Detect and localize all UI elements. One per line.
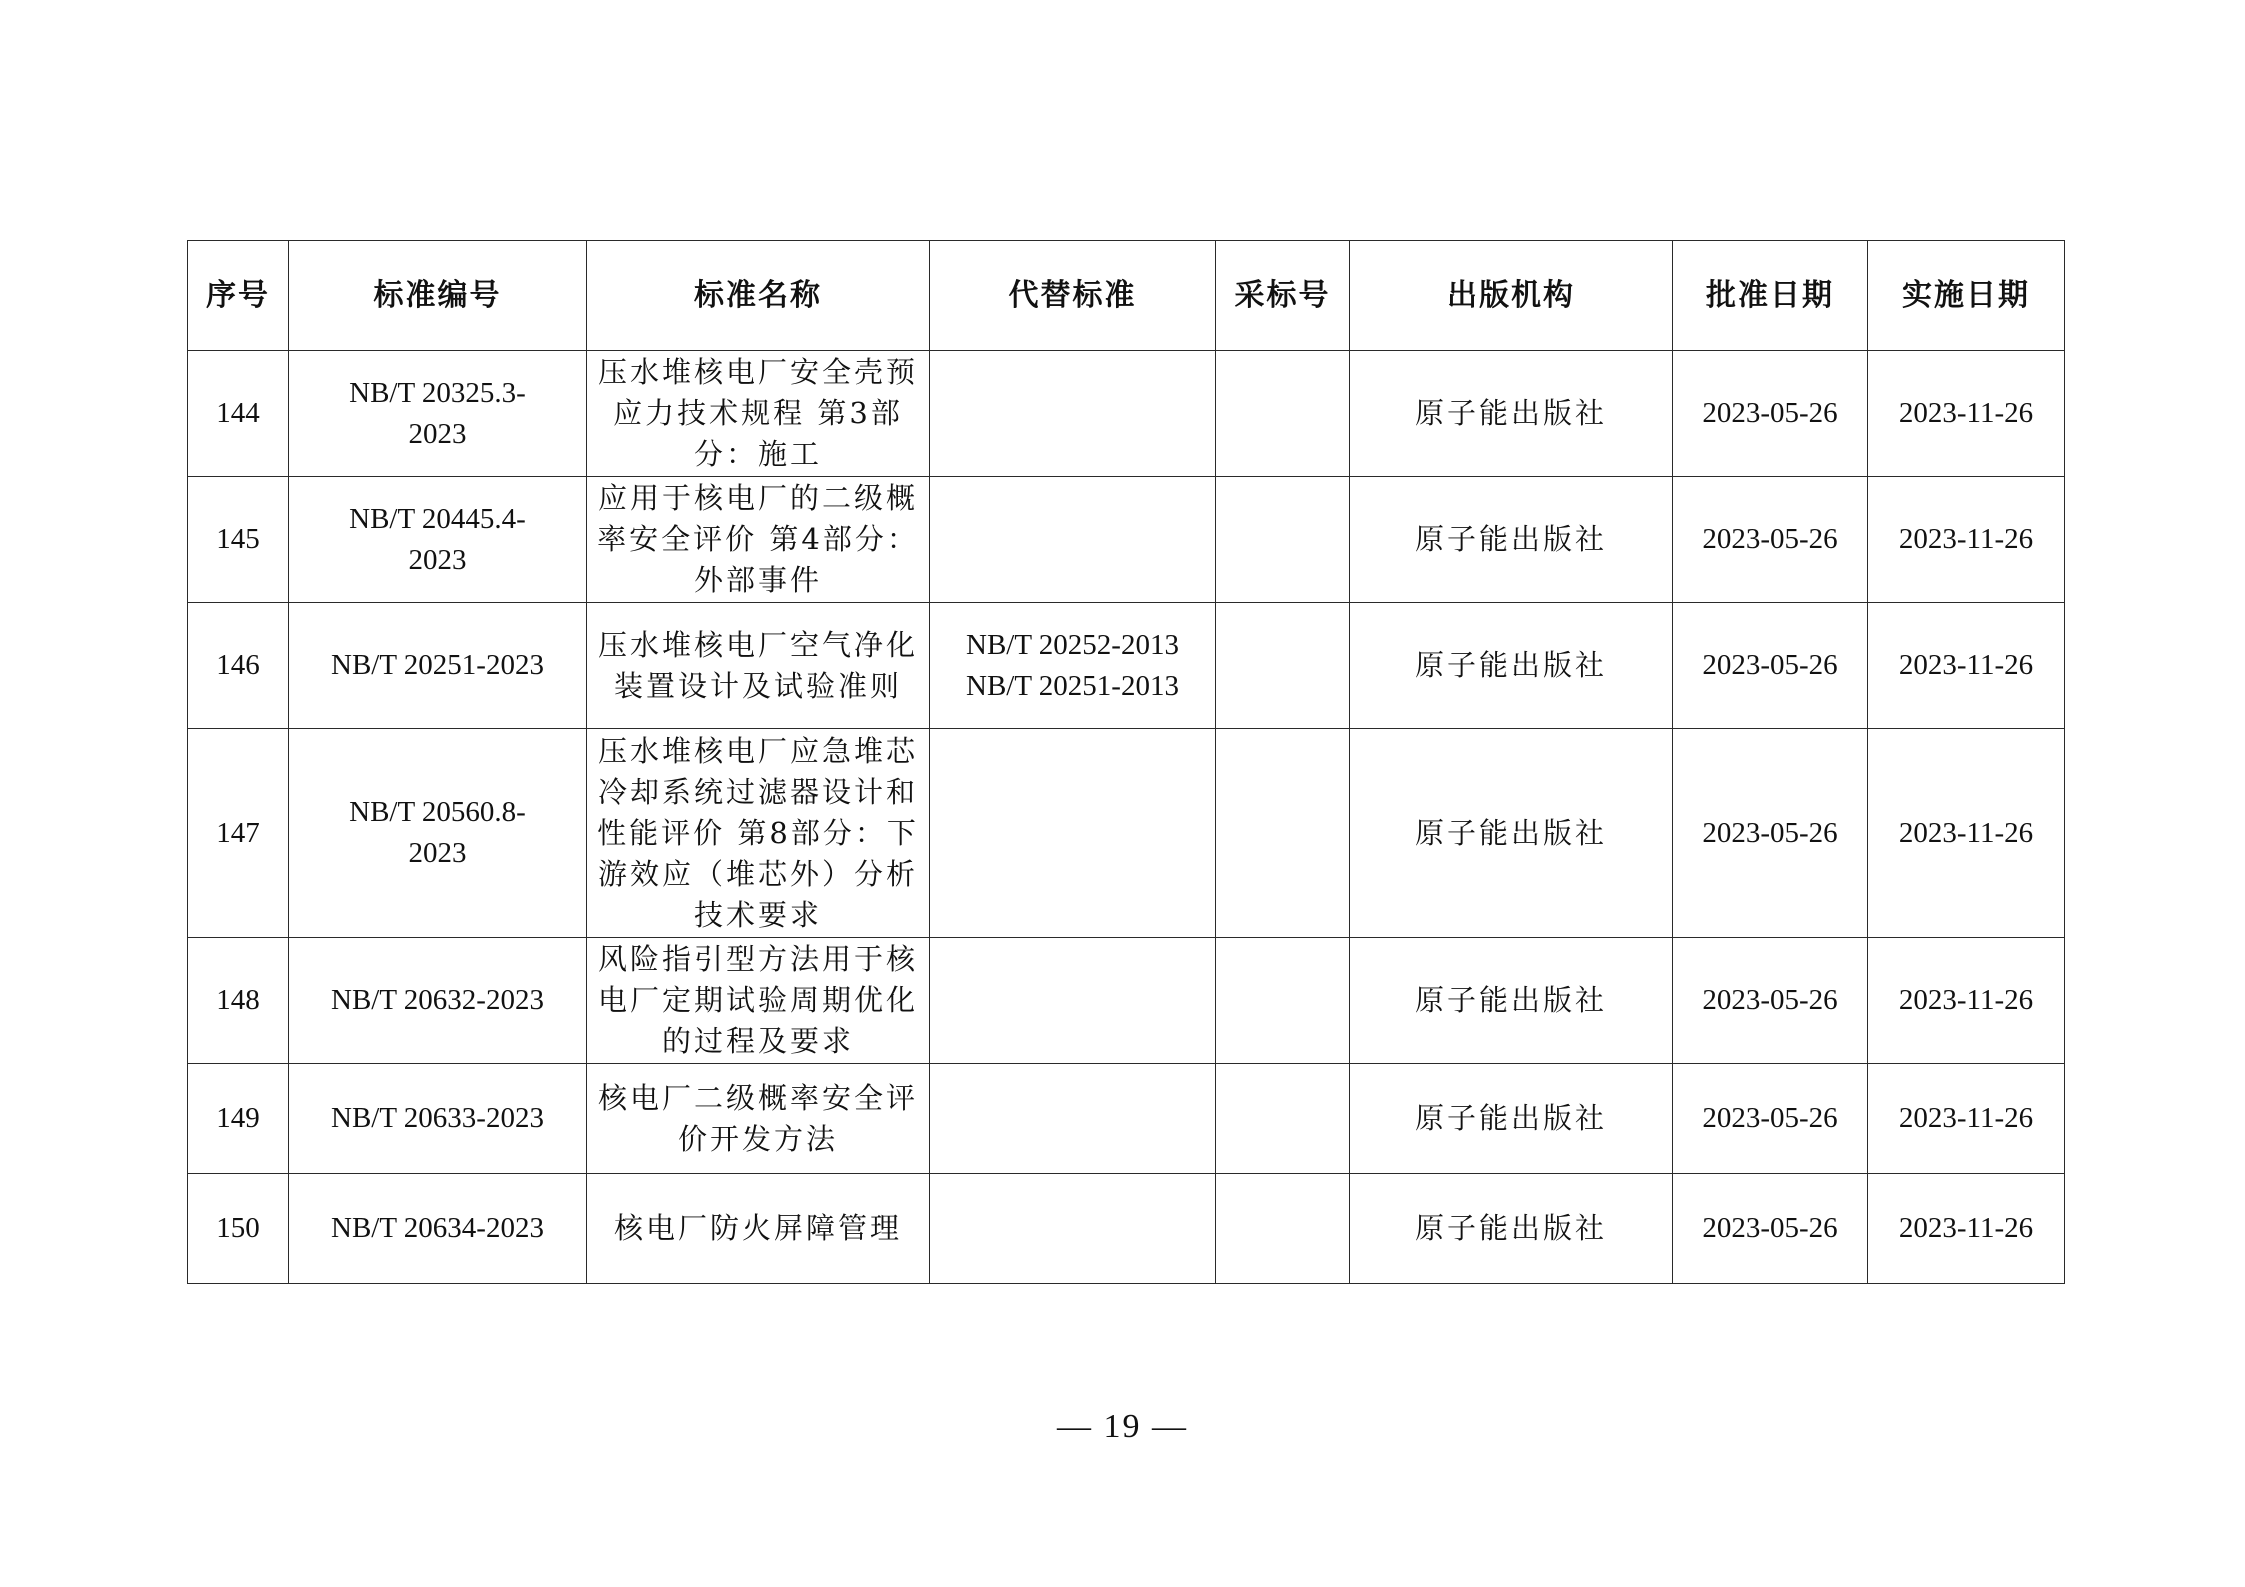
header-replaces: 代替标准 bbox=[930, 241, 1216, 351]
table-row bbox=[188, 603, 2065, 729]
cell-code bbox=[289, 938, 587, 1064]
cell-seq: 149 bbox=[188, 1064, 289, 1174]
cell-code bbox=[289, 477, 587, 603]
cell-replaces bbox=[930, 729, 1216, 938]
cell-name: 压水堆核电厂空气净化装置设计及试验准则 bbox=[587, 603, 930, 729]
cell-adopted bbox=[1216, 729, 1350, 938]
cell-effective-date: 2023-11-26 bbox=[1868, 729, 2065, 938]
cell-replaces bbox=[930, 351, 1216, 477]
cell-publisher: 原子能出版社 bbox=[1350, 351, 1673, 477]
table-header-row bbox=[188, 241, 2065, 351]
table-row bbox=[188, 938, 2065, 1064]
cell-seq: 146 bbox=[188, 603, 289, 729]
cell-approval-date: 2023-05-26 bbox=[1673, 477, 1868, 603]
cell-effective-date: 2023-11-26 bbox=[1868, 477, 2065, 603]
cell-adopted bbox=[1216, 477, 1350, 603]
cell-replaces bbox=[930, 938, 1216, 1064]
header-publisher: 出版机构 bbox=[1350, 241, 1673, 351]
cell-approval-date: 2023-05-26 bbox=[1673, 1064, 1868, 1174]
header-adopted: 采标号 bbox=[1216, 241, 1350, 351]
cell-adopted bbox=[1216, 351, 1350, 477]
cell-seq: 144 bbox=[188, 351, 289, 477]
cell-effective-date: 2023-11-26 bbox=[1868, 603, 2065, 729]
cell-effective-date: 2023-11-26 bbox=[1868, 1174, 2065, 1284]
code-line: NB/T 20445.4- bbox=[349, 502, 526, 535]
cell-replaces bbox=[930, 477, 1216, 603]
cell-code bbox=[289, 1064, 587, 1174]
cell-seq: 150 bbox=[188, 1174, 289, 1284]
header-effective-date: 实施日期 bbox=[1868, 241, 2065, 351]
cell-adopted bbox=[1216, 1064, 1350, 1174]
code-line: 2023 bbox=[408, 543, 467, 576]
cell-approval-date: 2023-05-26 bbox=[1673, 603, 1868, 729]
cell-approval-date: 2023-05-26 bbox=[1673, 938, 1868, 1064]
cell-effective-date: 2023-11-26 bbox=[1868, 1064, 2065, 1174]
standards-table bbox=[187, 240, 2065, 1284]
cell-publisher: 原子能出版社 bbox=[1350, 729, 1673, 938]
cell-seq: 145 bbox=[188, 477, 289, 603]
cell-replaces bbox=[930, 603, 1216, 729]
cell-replaces bbox=[930, 1174, 1216, 1284]
cell-effective-date: 2023-11-26 bbox=[1868, 938, 2065, 1064]
code-line: NB/T 20251-2023 bbox=[331, 649, 544, 681]
code-line: NB/T 20633-2023 bbox=[331, 1102, 544, 1134]
cell-publisher: 原子能出版社 bbox=[1350, 938, 1673, 1064]
header-code: 标准编号 bbox=[289, 241, 587, 351]
table-row bbox=[188, 729, 2065, 938]
cell-approval-date: 2023-05-26 bbox=[1673, 1174, 1868, 1284]
cell-publisher: 原子能出版社 bbox=[1350, 477, 1673, 603]
cell-adopted bbox=[1216, 1174, 1350, 1284]
cell-code bbox=[289, 729, 587, 938]
cell-adopted bbox=[1216, 938, 1350, 1064]
replaces-line: NB/T 20251-2013 bbox=[966, 669, 1179, 702]
cell-publisher: 原子能出版社 bbox=[1350, 1174, 1673, 1284]
code-line: NB/T 20560.8- bbox=[349, 796, 526, 828]
code-line: NB/T 20632-2023 bbox=[331, 984, 544, 1016]
cell-name: 核电厂防火屏障管理 bbox=[587, 1174, 930, 1284]
cell-code bbox=[289, 1174, 587, 1284]
cell-publisher: 原子能出版社 bbox=[1350, 603, 1673, 729]
header-seq: 序号 bbox=[188, 241, 289, 351]
code-line: NB/T 20634-2023 bbox=[331, 1212, 544, 1244]
cell-approval-date: 2023-05-26 bbox=[1673, 729, 1868, 938]
cell-name: 压水堆核电厂应急堆芯冷却系统过滤器设计和性能评价 第8部分：下游效应（堆芯外）分析技术要求 bbox=[587, 729, 930, 938]
table-row bbox=[188, 351, 2065, 477]
code-line: 2023 bbox=[408, 417, 467, 450]
code-line: NB/T 20325.3- bbox=[349, 376, 526, 409]
cell-name: 应用于核电厂的二级概率安全评价 第4部分：外部事件 bbox=[587, 477, 930, 603]
cell-code bbox=[289, 351, 587, 477]
cell-seq: 148 bbox=[188, 938, 289, 1064]
cell-effective-date: 2023-11-26 bbox=[1868, 351, 2065, 477]
table-row bbox=[188, 477, 2065, 603]
cell-publisher: 原子能出版社 bbox=[1350, 1064, 1673, 1174]
cell-name: 风险指引型方法用于核电厂定期试验周期优化的过程及要求 bbox=[587, 938, 930, 1064]
table-row bbox=[188, 1174, 2065, 1284]
cell-seq: 147 bbox=[188, 729, 289, 938]
table-body bbox=[188, 351, 2065, 1284]
cell-replaces bbox=[930, 1064, 1216, 1174]
cell-adopted bbox=[1216, 603, 1350, 729]
replaces-line: NB/T 20252-2013 bbox=[966, 628, 1179, 661]
header-name: 标准名称 bbox=[587, 241, 930, 351]
cell-name: 核电厂二级概率安全评价开发方法 bbox=[587, 1064, 930, 1174]
header-approval-date: 批准日期 bbox=[1673, 241, 1868, 351]
code-line: 2023 bbox=[408, 837, 467, 869]
cell-code bbox=[289, 603, 587, 729]
table-row bbox=[188, 1064, 2065, 1174]
page-number: — 19 — bbox=[1057, 1408, 1188, 1445]
cell-approval-date: 2023-05-26 bbox=[1673, 351, 1868, 477]
cell-name: 压水堆核电厂安全壳预应力技术规程 第3部分：施工 bbox=[587, 351, 930, 477]
